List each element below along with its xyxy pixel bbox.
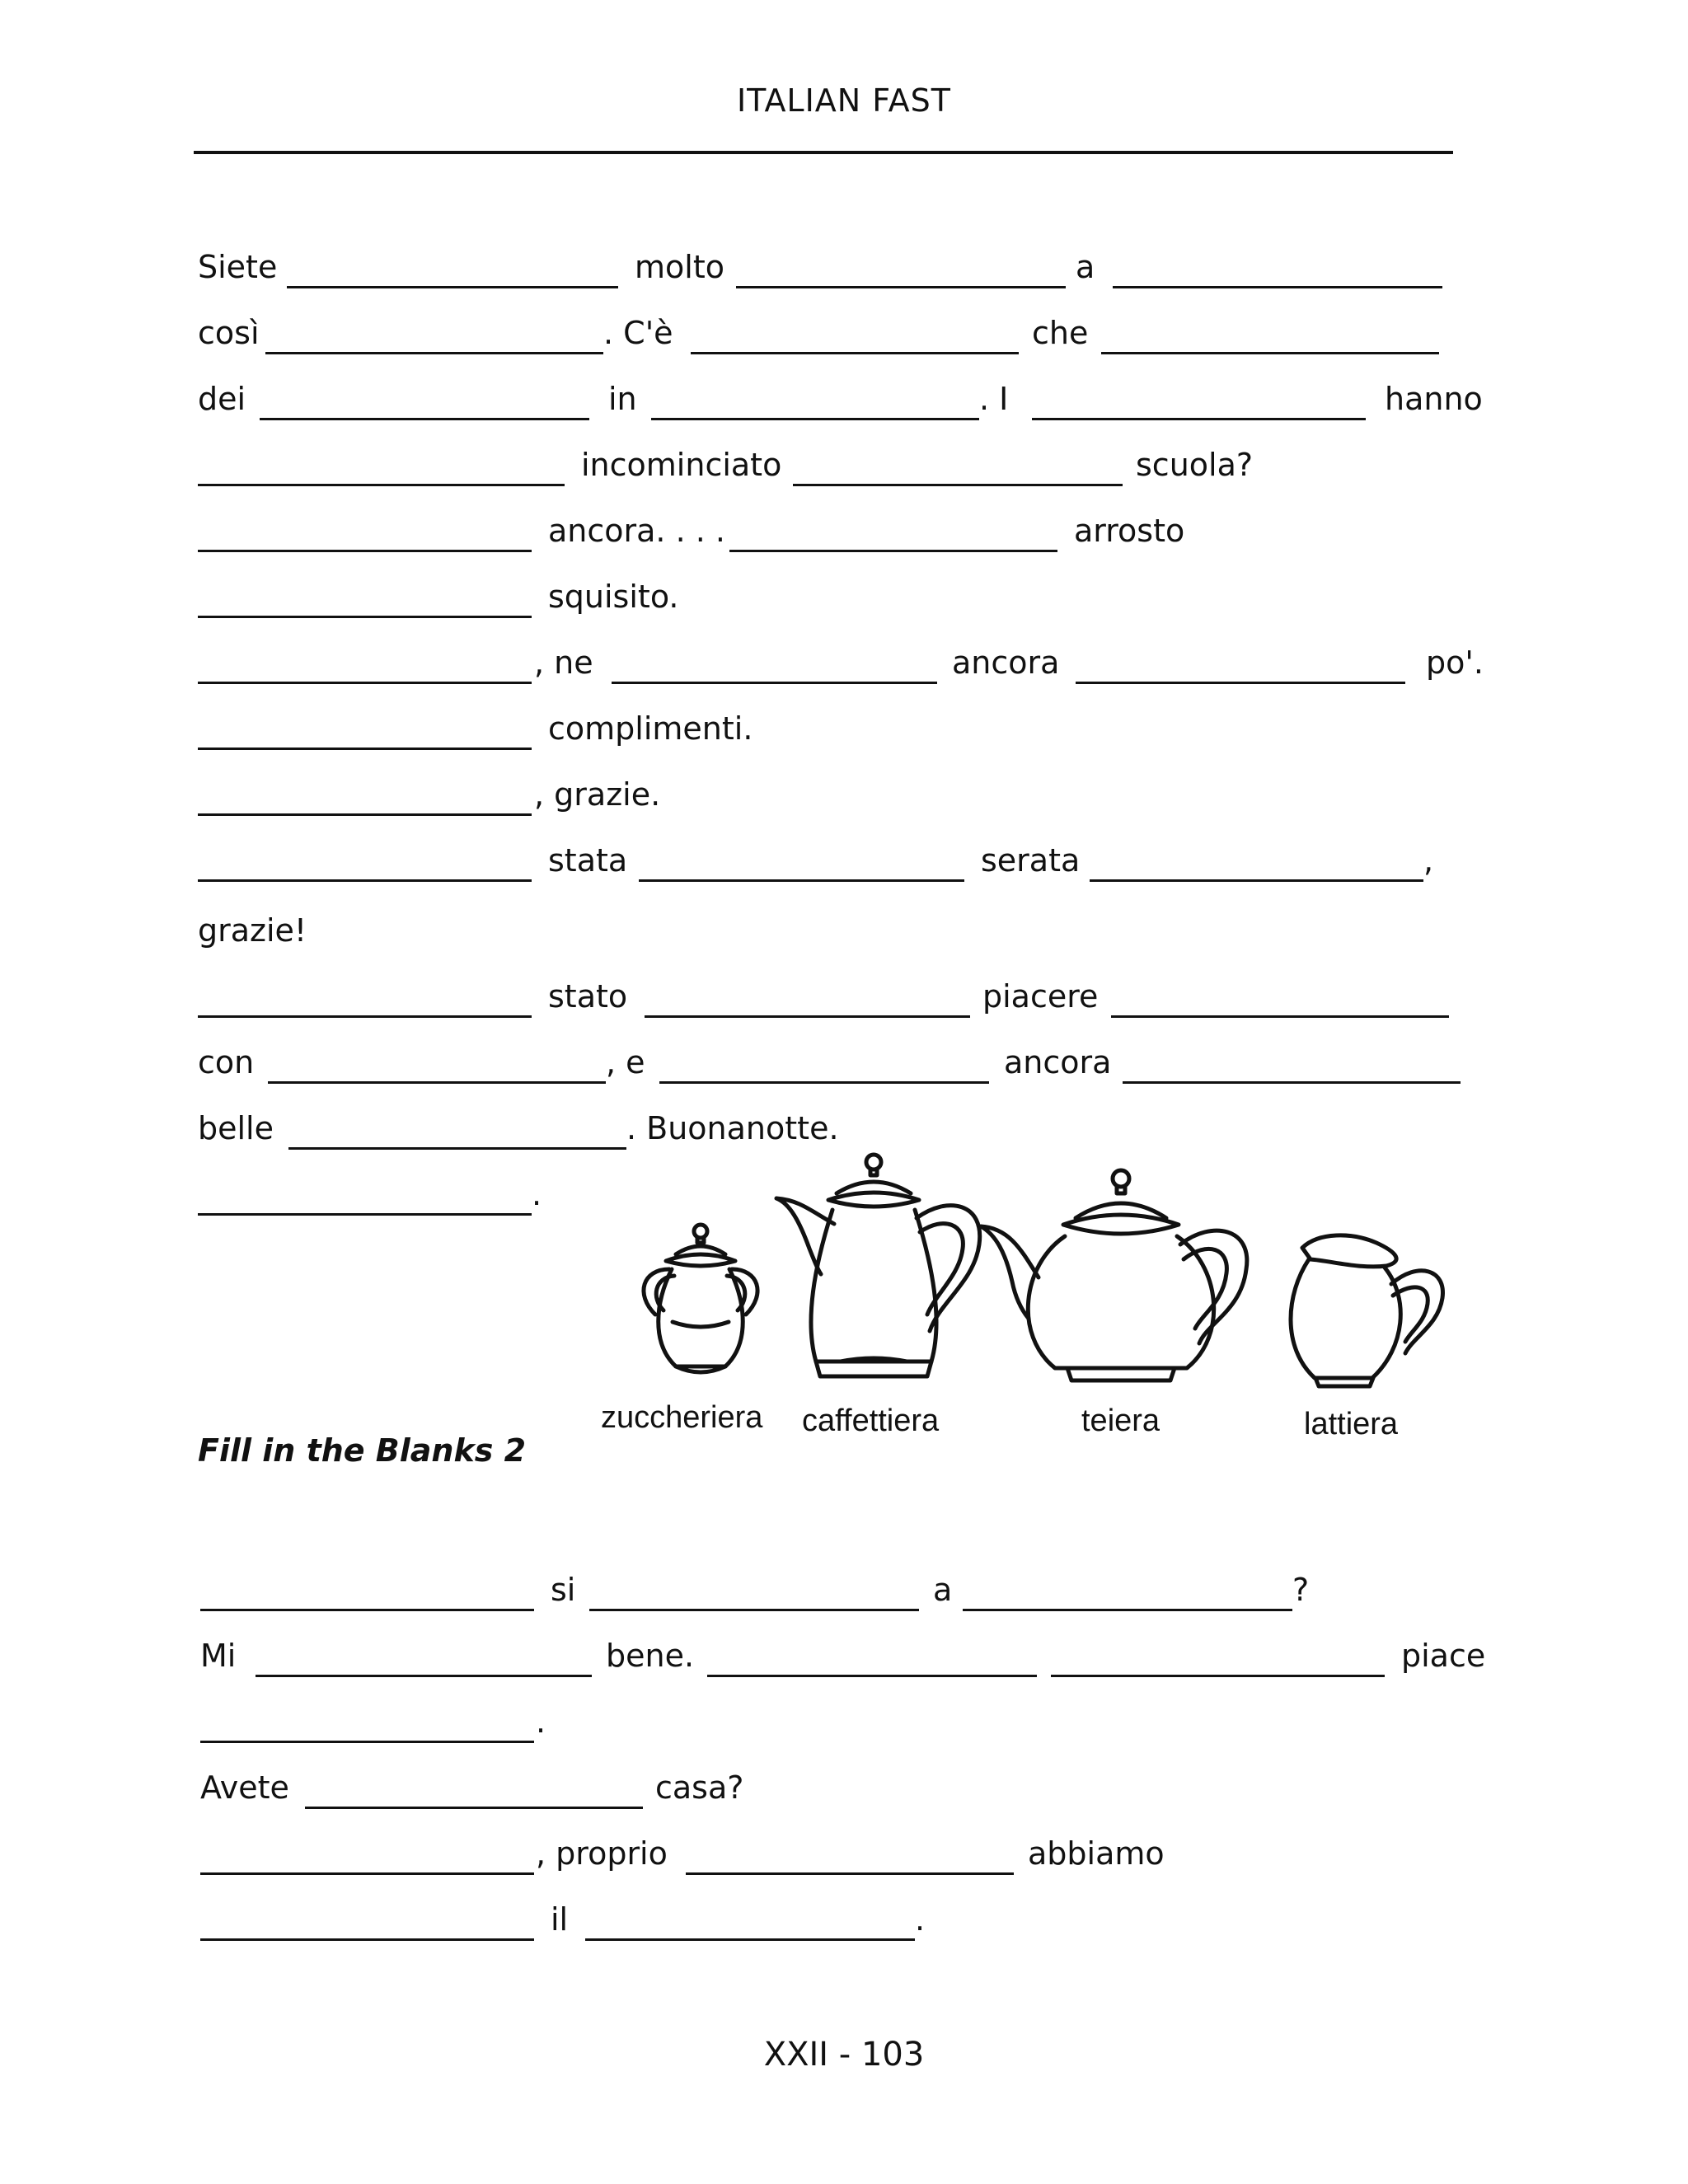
answer-blank[interactable] bbox=[198, 813, 532, 816]
answer-blank[interactable] bbox=[198, 879, 532, 882]
line-text: belle bbox=[198, 1110, 274, 1146]
exercise-line bbox=[0, 383, 1688, 433]
line-text: ancora bbox=[952, 644, 1060, 681]
exercise-line bbox=[0, 251, 1688, 301]
line-text: . Buonanotte. bbox=[626, 1110, 839, 1146]
exercise-line bbox=[0, 776, 1688, 828]
answer-blank[interactable] bbox=[589, 1609, 919, 1611]
exercise-line bbox=[0, 1835, 1688, 1887]
answer-blank[interactable] bbox=[200, 1938, 534, 1941]
coffee-pot-icon bbox=[776, 1155, 980, 1376]
answer-blank[interactable] bbox=[200, 1872, 534, 1875]
line-text: casa? bbox=[655, 1769, 744, 1806]
answer-blank[interactable] bbox=[639, 879, 964, 882]
answer-blank[interactable] bbox=[645, 1015, 970, 1018]
line-text: po'. bbox=[1426, 644, 1484, 681]
line-text: dei bbox=[198, 381, 246, 417]
answer-blank[interactable] bbox=[686, 1872, 1014, 1875]
line-text: Mi bbox=[200, 1638, 237, 1674]
exercise-line bbox=[0, 644, 1688, 696]
line-text: il bbox=[551, 1901, 569, 1938]
answer-blank[interactable] bbox=[1076, 682, 1405, 684]
line-text: ? bbox=[1292, 1572, 1310, 1608]
answer-blank[interactable] bbox=[200, 1609, 534, 1611]
milk-jug-icon bbox=[1291, 1235, 1442, 1386]
line-text: piace bbox=[1401, 1638, 1486, 1674]
line-text: . bbox=[532, 1176, 542, 1212]
answer-blank[interactable] bbox=[691, 352, 1019, 354]
answer-blank[interactable] bbox=[736, 286, 1066, 288]
teapot-icon bbox=[981, 1170, 1247, 1380]
caption-caffettiera: caffettiera bbox=[802, 1404, 940, 1438]
line-text: ancora. . . . bbox=[548, 513, 725, 549]
answer-blank[interactable] bbox=[198, 616, 532, 618]
answer-blank[interactable] bbox=[256, 1675, 592, 1677]
answer-blank[interactable] bbox=[1111, 1015, 1449, 1018]
answer-blank[interactable] bbox=[287, 286, 618, 288]
answer-blank[interactable] bbox=[659, 1081, 989, 1084]
sugar-bowl-icon bbox=[644, 1225, 757, 1372]
line-text: si bbox=[551, 1572, 576, 1608]
exercise-line bbox=[0, 317, 1688, 367]
line-text: , e bbox=[606, 1044, 645, 1080]
line-text: hanno bbox=[1385, 381, 1483, 417]
line-text: complimenti. bbox=[548, 710, 753, 747]
answer-blank[interactable] bbox=[198, 484, 565, 486]
line-text: . C'è bbox=[603, 315, 673, 351]
running-head: ITALIAN FAST bbox=[736, 82, 952, 119]
line-text: scuola? bbox=[1136, 447, 1254, 483]
line-text: a bbox=[933, 1572, 953, 1608]
line-text: Avete bbox=[200, 1769, 289, 1806]
line-text: piacere bbox=[982, 978, 1099, 1015]
exercise-line bbox=[0, 710, 1688, 762]
exercise-line bbox=[0, 842, 1688, 894]
exercise-line bbox=[0, 912, 1688, 964]
exercise-line bbox=[0, 581, 1688, 630]
line-text: stato bbox=[548, 978, 628, 1015]
line-text: . bbox=[536, 1704, 546, 1740]
line-text: . I bbox=[979, 381, 1009, 417]
line-text: in bbox=[608, 381, 637, 417]
tableware-illustration bbox=[593, 1146, 1467, 1442]
answer-blank[interactable] bbox=[260, 418, 589, 420]
answer-blank[interactable] bbox=[793, 484, 1123, 486]
line-text: abbiamo bbox=[1028, 1835, 1165, 1872]
answer-blank[interactable] bbox=[305, 1807, 643, 1809]
answer-blank[interactable] bbox=[963, 1609, 1292, 1611]
exercise-line bbox=[0, 1574, 1688, 1624]
answer-blank[interactable] bbox=[198, 1213, 532, 1216]
line-text: grazie! bbox=[198, 912, 307, 949]
line-text: . bbox=[915, 1901, 926, 1938]
exercise-line bbox=[0, 1901, 1688, 1953]
answer-blank[interactable] bbox=[1032, 418, 1366, 420]
answer-blank[interactable] bbox=[1090, 879, 1423, 882]
answer-blank[interactable] bbox=[198, 550, 532, 552]
answer-blank[interactable] bbox=[268, 1081, 606, 1084]
page-number: XXII - 103 bbox=[763, 2036, 925, 2074]
exercise-line bbox=[0, 1706, 1688, 1755]
answer-blank[interactable] bbox=[612, 682, 937, 684]
section-heading: Fill in the Blanks 2 bbox=[198, 1432, 527, 1469]
line-text: serata bbox=[981, 842, 1081, 879]
answer-blank[interactable] bbox=[729, 550, 1057, 552]
exercise-line bbox=[0, 1769, 1688, 1821]
line-text: molto bbox=[635, 249, 724, 285]
answer-blank[interactable] bbox=[1051, 1675, 1385, 1677]
answer-blank[interactable] bbox=[1123, 1081, 1461, 1084]
line-text: , bbox=[1423, 842, 1434, 879]
line-text: ancora bbox=[1004, 1044, 1112, 1080]
answer-blank[interactable] bbox=[198, 748, 532, 750]
line-text: stata bbox=[548, 842, 628, 879]
line-text: che bbox=[1032, 315, 1089, 351]
exercise-line bbox=[0, 1640, 1688, 1690]
line-text: incominciato bbox=[581, 447, 782, 483]
caption-zuccheriera: zuccheriera bbox=[601, 1400, 763, 1435]
line-text: bene. bbox=[606, 1638, 695, 1674]
caption-teiera: teiera bbox=[1081, 1404, 1160, 1438]
exercise-line bbox=[0, 1044, 1688, 1096]
answer-blank[interactable] bbox=[707, 1675, 1037, 1677]
line-text: Siete bbox=[198, 249, 278, 285]
header-rule bbox=[194, 151, 1453, 154]
exercise-line bbox=[0, 449, 1688, 499]
answer-blank[interactable] bbox=[1113, 286, 1442, 288]
line-text: , proprio bbox=[536, 1835, 668, 1872]
line-text: con bbox=[198, 1044, 255, 1080]
answer-blank[interactable] bbox=[265, 352, 603, 354]
answer-blank[interactable] bbox=[651, 418, 979, 420]
exercise-line bbox=[0, 978, 1688, 1030]
exercise-line bbox=[0, 515, 1688, 565]
answer-blank[interactable] bbox=[288, 1147, 626, 1150]
answer-blank[interactable] bbox=[200, 1741, 534, 1743]
line-text: arrosto bbox=[1074, 513, 1185, 549]
answer-blank[interactable] bbox=[1101, 352, 1439, 354]
answer-blank[interactable] bbox=[198, 1015, 532, 1018]
line-text: , grazie. bbox=[534, 776, 661, 813]
caption-lattiera: lattiera bbox=[1304, 1407, 1399, 1441]
line-text: a bbox=[1076, 249, 1095, 285]
answer-blank[interactable] bbox=[198, 682, 532, 684]
line-text: così bbox=[198, 315, 260, 351]
answer-blank[interactable] bbox=[585, 1938, 915, 1941]
line-text: squisito. bbox=[548, 579, 679, 615]
line-text: , ne bbox=[534, 644, 593, 681]
